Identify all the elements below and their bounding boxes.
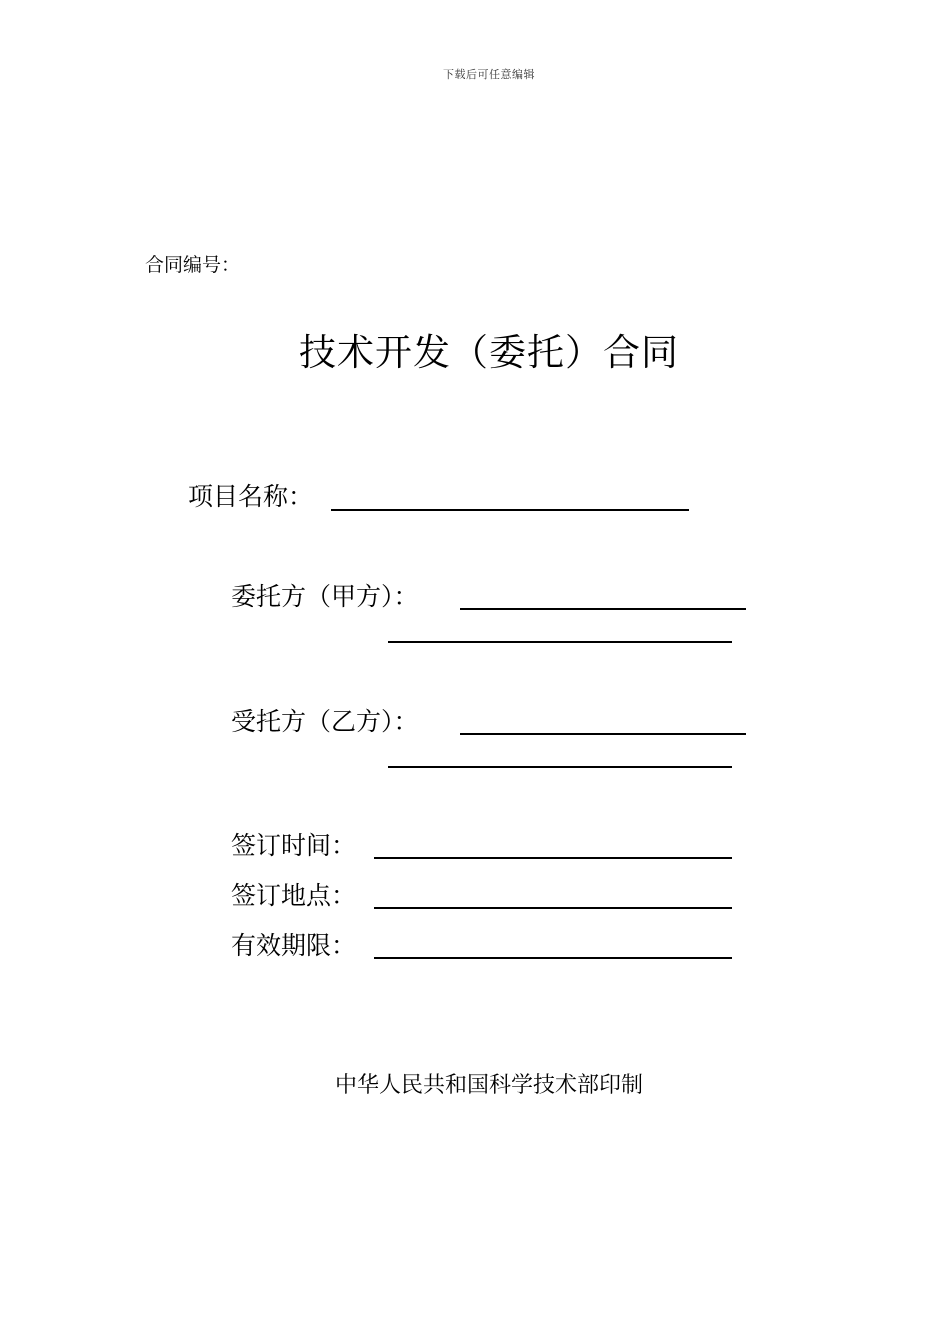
validity-label: 有效期限： xyxy=(231,931,357,960)
document-title: 技术开发（委托）合同 xyxy=(299,331,679,374)
sign-place-blank[interactable] xyxy=(374,907,732,909)
contractor-label: 受托方（乙方）： xyxy=(231,707,419,736)
sign-time-blank[interactable] xyxy=(374,857,732,859)
issuer-footer: 中华人民共和国科学技术部印制 xyxy=(334,1073,643,1098)
sign-place-label: 签订地点： xyxy=(231,881,357,910)
contractor-blank-line-2[interactable] xyxy=(388,766,732,768)
client-blank-line-1[interactable] xyxy=(460,608,746,610)
client-blank-line-2[interactable] xyxy=(388,641,732,643)
sign-time-label: 签订时间： xyxy=(231,831,357,860)
contract-number-label: 合同编号： xyxy=(145,254,241,276)
project-name-label: 项目名称： xyxy=(188,482,314,511)
project-name-blank[interactable] xyxy=(331,509,689,511)
contractor-blank-line-1[interactable] xyxy=(460,733,746,735)
client-label: 委托方（甲方）： xyxy=(231,582,419,611)
header-note: 下载后可任意编辑 xyxy=(443,68,535,81)
validity-blank[interactable] xyxy=(374,957,732,959)
